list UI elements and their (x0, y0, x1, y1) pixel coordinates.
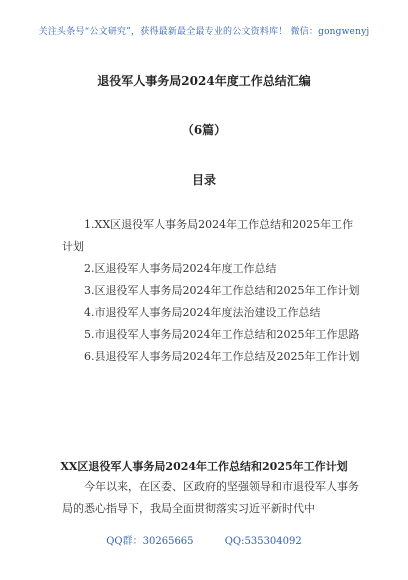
footer-contacts (0, 532, 408, 547)
toc-item-2[interactable]: 2.区退役军人事务局2024年度工作总结 (84, 262, 277, 275)
header-promo-note: 关注头条号“公文研究”，获得最新最全最专业的公文资料库！ 微信：gongwenyj (38, 27, 370, 37)
table-of-contents (62, 214, 360, 368)
toc-item-5[interactable]: 5.市退役军人事务局2024年工作总结和2025年工作思路 (84, 328, 360, 341)
section-title: XX区退役军人事务局2024年工作总结和2025年工作计划 (60, 460, 348, 473)
document-title: 退役军人事务局2024年度工作总结汇编 (97, 74, 311, 88)
toc-item-3[interactable]: 3.区退役军人事务局2024年工作总结和2025年工作计划 (84, 284, 360, 297)
toc-heading: 目录 (191, 173, 216, 187)
footer-qq-number: QQ:535304092 (224, 536, 302, 547)
toc-item-4[interactable]: 4.市退役军人事务局2024年度法治建设工作总结 (84, 306, 321, 319)
article-count: （6篇） (181, 123, 227, 137)
body-paragraph: 今年以来，在区委、区政府的坚强领导和市退役军人事务局的悉心指导下，我局全面贯彻落实习近平新时代中 (62, 480, 359, 515)
footer-qq-group: QQ群：30265665 (106, 536, 194, 547)
toc-item-1[interactable]: 1.XX区退役军人事务局2024年工作总结和2025年工作计划 (62, 218, 354, 253)
toc-item-6[interactable]: 6.县退役军人事务局2024年工作总结及2025年工作计划 (84, 350, 360, 363)
